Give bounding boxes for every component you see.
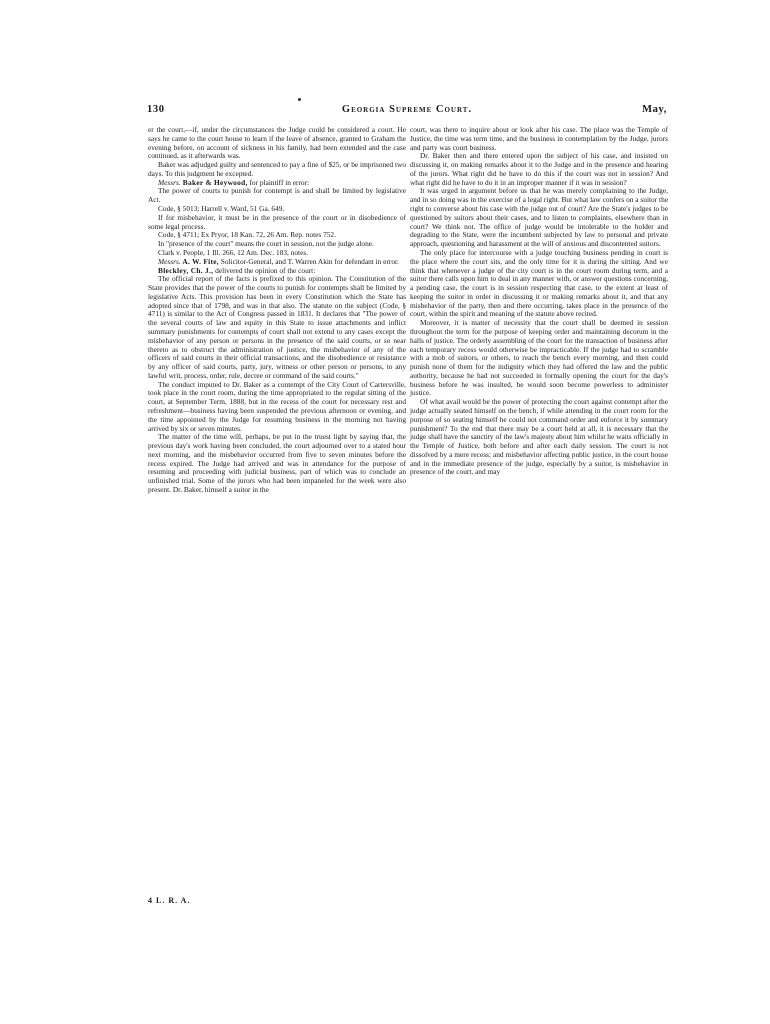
bold-lead: Bleckley, Ch. J., <box>158 265 214 275</box>
paragraph-text: Of what avail would be the power of protecting the court against contempt after the judge actually seated himself on the bench, if while attending in the court room for the purpose of so seating himself he could not command order and enforce it by summary punishment? To the end that there may be a court held at all, it is necessary that the judge shall have the sanctity of the law's majesty about him whilst he waits officially in the Temple of Justice, both before and after each daily session. The court is not dissolved by a mere recess; and misbehavior affecting public justice, in the court house and in the immediate presence of the judge, especially by a suitor, is misbehavior in presence of the court, and may <box>410 397 668 477</box>
paragraph <box>410 319 668 398</box>
bold-lead: A. W. Fite, <box>180 256 219 266</box>
paragraph-text: Code, § 4711; Ex Pryor, 18 Kan. 72, 26 Am. Rep. notes 752. <box>158 230 336 240</box>
right-column <box>410 126 668 477</box>
paragraph-text: Code, § 5013; Harrell v. Ward, 51 Ga. 649. <box>158 204 285 214</box>
paragraph <box>148 126 406 161</box>
paragraph-text: The only place for intercourse with a judge touching business pending in court is the place where the court sits, and the only time for it is during the sitting. And we think that whenever a judge of the city court is in the court room during term, and a suitor there calls upon him to deal in any manner with, or answer questions concerning, a pending case, the court is in session respecting that case, to the extent at least of keeping the suitor in order in discussing it or making remarks about it, and that any misbehavior of the party, then and there occurring, takes place in the presence of the court, within the spirit and meaning of the statute above recited. <box>410 247 668 319</box>
paragraph <box>148 214 406 232</box>
paragraph-text: Baker was adjudged guilty and sentenced to pay a fine of $25, or be imprisoned two days. To this judgment he excepted. <box>148 160 406 178</box>
paragraph <box>148 275 406 380</box>
paragraph <box>410 398 668 477</box>
paragraph <box>148 161 406 179</box>
running-month: May, <box>642 104 667 115</box>
paragraph-text: The matter of the time will, perhaps, be put in the truest light by saying that, the previous day's work having been concluded, the court adjourned over to a stated hour next morning, and the misbehavior occurred from five to seven minutes before the recess expired. The Judge had arrived and was in attendance for the purpose of resuming and proceeding with judicial business, part of which was to conclude an unfinished trial. Some of the jurors who had been impaneled for the week were also present. Dr. Baker, himself a suitor in the <box>148 432 406 495</box>
paragraph <box>410 126 668 152</box>
paragraph-text: If for misbehavior, it must be in the presence of the court or in disobedience of some legal process. <box>148 212 406 231</box>
paragraph-text: for plaintiff in error: <box>247 177 310 187</box>
paragraph <box>148 187 406 205</box>
paragraph-text: In "presence of the court" means the court in session, not the judge alone. <box>158 239 374 249</box>
running-header <box>147 104 667 118</box>
left-column <box>148 126 406 495</box>
page-number: 130 <box>147 104 165 115</box>
paragraph-text: delivered the opinion of the court: <box>213 265 316 275</box>
paragraph-text: Solicitor-General, and T. Warren Akin for defendant in error. <box>218 256 399 266</box>
paragraph-text: The power of courts to punish for contempt is and shall be limited by legislative Act. <box>148 186 406 205</box>
paragraph-text: court, was there to inquire about or look after his case. The place was the Temple of Justice, the time was term time, and the business in contemplation by the Judge, jurors and party was court business. <box>410 125 668 152</box>
paragraph-text: Dr. Baker then and there entered upon the subject of his case, and insisted on discussing it, on making remarks about it to the Judge and in the presence and hearing of the jurors. What right did he have to do this if the court was not in session? And what right did he have to do it in an improper manner if it was in session? <box>410 151 668 187</box>
paragraph-text: The conduct imputed to Dr. Baker as a contempt of the City Court of Cartersville, took place in the court room, during the time appropriated to the regular sitting of the court, at September Term, 1888, but in the recess of the court for necessary rest and refreshment—business having been suspended the previous afternoon or evening, and the time appointed by the Judge for resuming business in the morning not having arrived by six or seven minutes. <box>148 379 406 433</box>
paragraph <box>410 152 668 187</box>
printer-mark <box>298 98 301 101</box>
paragraph-text: er the court,—if, under the circumstances the Judge could be considered a court. He says he came to the court house to learn if the leave of absence, granted to Graham the evening before, on account of sickness in his family, had been extended and the case continued, as it afterwards was. <box>148 125 406 161</box>
paragraph-text: Moreover, it is matter of necessity that the court shall be deemed in session throughout the term for the purpose of keeping order and maintaining decorum in the halls of justice. The orderly assembling of the court for the transaction of business after each temporary recess would otherwise be impracticable. If the judge had to scramble with a mob of suitors, or others, to reach the bench every morning, and then could punish none of them for the indignity which they had offered the law and the public authority, because he had not succeeded in formally opening the court for the day's business before he was insulted, he would soon become powerless to administer justice. <box>410 318 668 398</box>
paragraph <box>410 249 668 319</box>
counsel-prefix: Messrs. <box>158 177 181 187</box>
bold-lead: Baker & Heywood, <box>180 177 248 187</box>
paragraph <box>148 433 406 494</box>
paragraph <box>148 381 406 434</box>
paragraph-text: It was urged in argument before us that he was merely complaining to the Judge, and in so doing was in the exercise of a legal right. But what law confers on a suitor the right to converse about his case with the judge out of court? Are the State's judges to be questioned by suitors about their cases, and to listen to complaints, elsewhere than in court? We think not. The office of judge would be intolerable to the holder and degrading to the State, were the incumbent subjected by law to personal and private approach, questioning and harassment at the will of anxious and discontented suitors. <box>410 186 668 249</box>
signature-mark: 4 L. R. A. <box>148 896 191 905</box>
paragraph-text: The official report of the facts is prefixed to this opinion. The Constitution of the State provides that the power of the courts to punish for contempts shall be limited by legislative Acts. This provision has been in every Constitution which the State has adopted since that of 1798, and was in that also. The statute on the subject (Code, § 4711) is similar to the Act of Congress passed in 1831. It declares that "The power of the several courts of law and equity in this State to issue attachments and inflict summary punishments for contempts of court shall not extend to any cases except the misbehavior of any person or persons in the presence of the said courts, or so near thereto as to obstruct the administration of justice, the misbehavior of any of the officers of said courts in their official transactions, and the disobedience or resistance by any officer of said courts, party, jury, witness or other person or persons, to any lawful writ, process, order, rule, decree or command of the said courts." <box>148 274 406 380</box>
paragraph <box>410 187 668 248</box>
paragraph-text: Clark v. People, 1 Ill. 266, 12 Am. Dec. 183, notes. <box>158 247 309 257</box>
running-title: Georgia Supreme Court. <box>341 104 473 115</box>
counsel-prefix: Messrs. <box>158 256 181 266</box>
